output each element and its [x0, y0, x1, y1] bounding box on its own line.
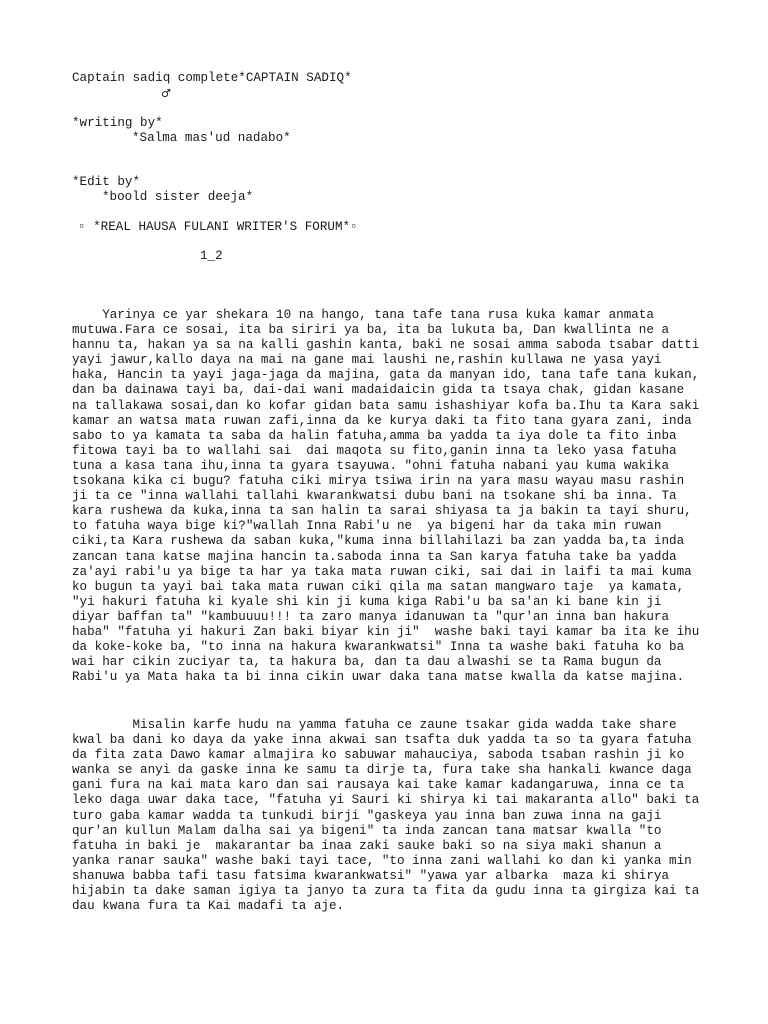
editor-name: *boold sister deeja* — [102, 190, 254, 204]
text-line: "yi hakuri fatuha ki kyale shi kin ji kuma kiga Rabi'u ba sa'an ki bane kin ji — [72, 594, 662, 609]
text-line: yayi jawur,kallo daya na mai na gane mai laushi ne,rashin kullawa ne yasa yayi — [72, 353, 662, 368]
text-line: dau kwana fura ta Kai madafi ta aje. — [72, 899, 345, 914]
text-line: turo gaba kamar wadda ta tunkudi birji "gaskeya yau inna ban zuwa inna na gaji — [72, 808, 662, 823]
text-line: qur'an kullun Malam dalha sai ya bigeni" ta inda zancan tana matsar kwalla "to — [72, 823, 662, 838]
chapter-number: 1_2 — [200, 249, 223, 263]
text-line: ji ta ce "inna wallahi tallahi kwarankwatsi dubu bani na tsokane shi ba inna. Ta — [72, 489, 677, 504]
male-symbol-icon: ♂ — [161, 87, 171, 100]
text-line: yanka ranar sauka" washe baki tayi tace, "to inna zani wallahi ko dan ki yanka min — [72, 853, 692, 868]
text-line: wai har cikin zuciyar ta, ta hakura ba, dan ta dau alwashi se ta Rama bugun da — [72, 655, 662, 670]
edit-by-label: *Edit by* — [72, 175, 141, 189]
text-line: zancan tana katse majina hancin ta.saboda inna ta San karya fatuha take ba yadda — [72, 549, 677, 564]
text-line: gani fura na kai mata karo dan sai rausaya kai take kamar kadangaruwa, inna ce ta — [72, 778, 685, 793]
text-line: tuna a kasa tana ihu,inna ta gyara tsayuwa. "ohni fatuha nabani yau kuma wakika — [72, 458, 670, 473]
text-line: sabo to ya kamata ta saba da halin fatuha,amma ba yadda ta iya dole ta fito inba — [72, 428, 677, 443]
text-line: dan ba dainawa tayi ba, dai-dai wani madaidaicin gida ta tsaya chak, gidan kasane — [72, 383, 685, 398]
text-line: kamar an watsa mata ruwan zafi,inna da ke kurya daki ta fito tana gyara zani, inda — [72, 413, 692, 428]
document-title: Captain sadiq complete*CAPTAIN SADIQ* — [72, 71, 352, 85]
text-line: hannu ta, hakan ya sa na kalli gashin kanta, baki ne sosai amma saboda tsabar datti — [72, 338, 700, 353]
text-line: leko daga uwar daka tace, "fatuha yi Sauri ki shirya ki tai makaranta allo" baki ta — [72, 793, 700, 808]
text-line: wanka se anyi da gaske inna ke samu ta dirje ta, fura take sha hankali kwance daga — [72, 763, 692, 778]
writing-by-label: *writing by* — [72, 116, 163, 130]
text-line: hijabin ta dake saman igiya ta janyo ta zura ta fita da gudu inna ta girgiza kai ta — [72, 884, 700, 899]
text-line: kara rushewa da kuka,inna ta san halin ta sarai shiyasa ta ja bakin ta tayi shuru, — [72, 504, 692, 519]
text-line: mutuwa.Fara ce sosai, ita ba siriri ya ba, ita ba lukuta ba, Dan kwallinta ne a — [72, 323, 670, 338]
text-line: da koke-koke ba, "to inna na hakura kwarankwatsi" Inna ta washe baki fatuha ko ba — [72, 640, 685, 655]
paragraph-2 — [72, 718, 708, 914]
text-line: ko bugun ta yayi bai taka mata ruwan ciki qila ma satan mangwaro taje ya kamata, — [72, 579, 685, 594]
text-line: na tallakawa sosai,dan ko kofar gidan bata samu ishashiyar kofa ba.Ihu ta Kara saki — [72, 398, 700, 413]
forum-line: ▫ *REAL HAUSA FULANI WRITER'S FORUM*▫ — [78, 220, 358, 234]
text-line: fatuha in baki je makarantar ba inaa zaki sauke baki so na siya maki shanun a — [72, 838, 662, 853]
text-line: haka, Hancin ta yayi jaga-jaga da majina, gata da manyan ido, tana tafe tana kukan, — [72, 368, 700, 383]
text-line: to fatuha waya bige ki?"wallah Inna Rabi'u ne ya bigeni har da taka min ruwan — [72, 519, 662, 534]
author-name: *Salma mas'ud nadabo* — [132, 131, 291, 145]
text-line: kwal ba dani ko daya da yake inna akwai san tsafta duk yadda ta so ta gyara fatuha — [72, 733, 692, 748]
text-line: shanuwa babba tafi tasu fatsima kwarankwatsi" "yawa yar albarka maza ki shirya — [72, 868, 670, 883]
text-line: za'ayi rabi'u ya bige ta har ya taka mata ruwan ciki, sai dai in laifi ta mai kuma — [72, 564, 692, 579]
text-line: Rabi'u ya Mata haka ta bi inna cikin uwar daka tana matse kwalla da katse majina. — [72, 670, 685, 685]
text-line: ciki,ta Kara rushewa da saban kuka,"kuma inna billahilazi ba zan yadda ba,ta inda — [72, 534, 685, 549]
text-line: haba" "fatuha yi hakuri Zan baki biyar kin ji" washe baki tayi kamar ba ita ke ihu — [72, 624, 700, 639]
text-line: tsokana kika ci bugu? fatuha ciki mirya tsiwa irin na yara masu wayau masu rashin — [72, 474, 685, 489]
text-line: da fita zata Dawo kamar almajira ko sabuwar mahauciya, saboda tsaban rashin ji ko — [72, 748, 685, 763]
text-line: Misalin karfe hudu na yamma fatuha ce zaune tsakar gida wadda take share — [72, 718, 677, 732]
text-line: fitowa tayi ba to wallahi sai dai maqota su fito,ganin inna ta leko yasa fatuha — [72, 443, 677, 458]
text-line: diyar baffan ta" "kambuuuu!!! ta zaro manya idanuwan ta "qur'an inna ban hakura — [72, 609, 670, 624]
paragraph-1 — [72, 308, 708, 685]
text-line: Yarinya ce yar shekara 10 na hango, tana tafe tana rusa kuka kamar anmata — [72, 308, 654, 322]
